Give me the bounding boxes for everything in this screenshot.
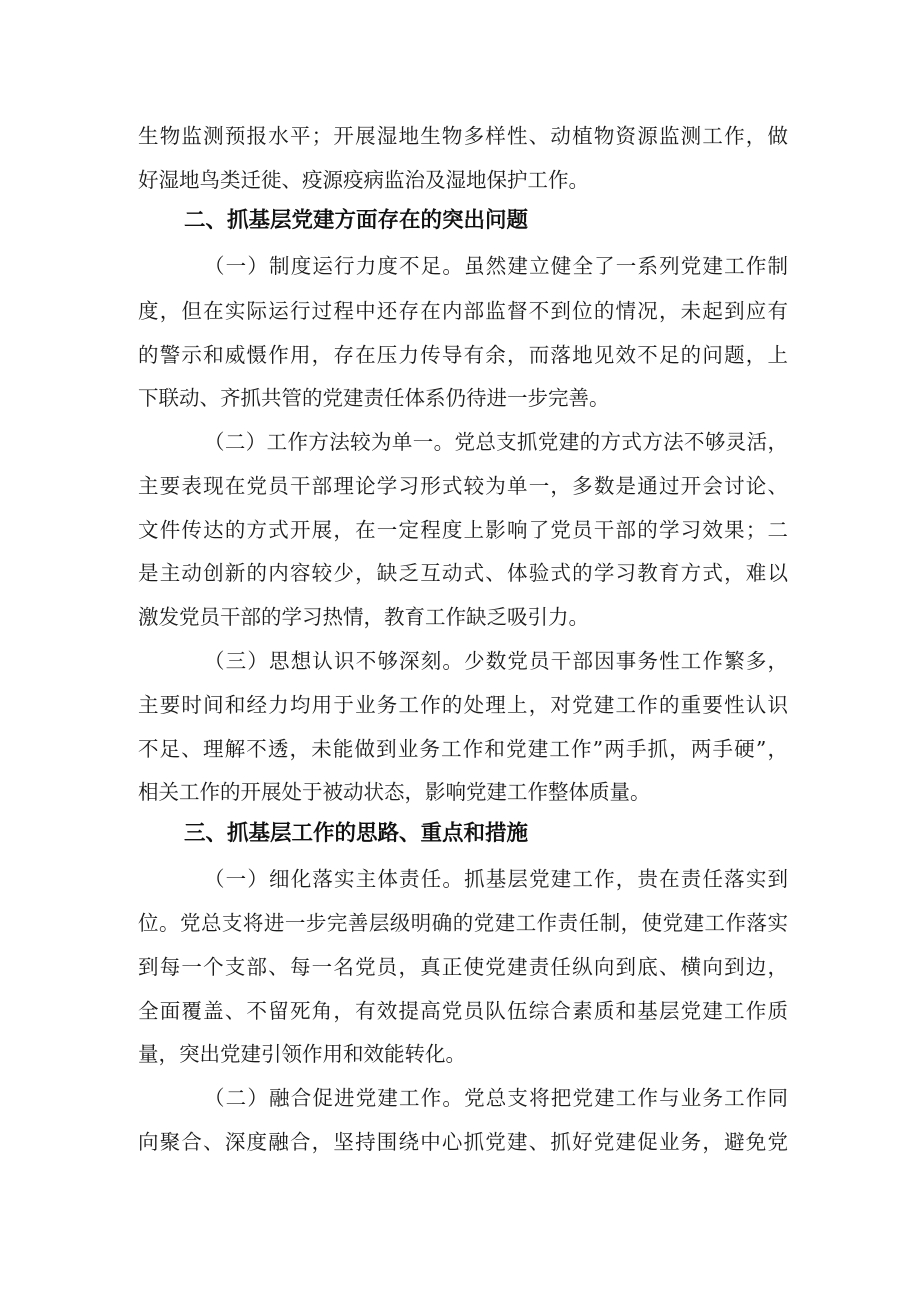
paragraph-line: 主要表现在党员干部理论学习形式较为单一，多数是通过开会讨论、	[138, 474, 788, 498]
paragraph-line: 文件传达的方式开展，在一定程度上影响了党员干部的学习效果；二	[138, 518, 788, 542]
paragraph-line: （一）细化落实主体责任。抓基层党建工作，贵在责任落实到	[204, 867, 788, 891]
paragraph-line: 的警示和威慑作用，存在压力传导有余，而落地见效不足的问题，上	[138, 343, 788, 367]
paragraph-line: 度，但在实际运行过程中还存在内部监督不到位的情况，未起到应有	[138, 299, 788, 323]
paragraph-line: 相关工作的开展处于被动状态，影响党建工作整体质量。	[138, 780, 651, 804]
paragraph-line: 是主动创新的内容较少，缺乏互动式、体验式的学习教育方式，难以	[138, 561, 788, 585]
paragraph-line: 到每一个支部、每一名党员，真正使党建责任纵向到底、横向到边，	[138, 955, 788, 979]
paragraph-line: （一）制度运行力度不足。虽然建立健全了一系列党建工作制	[204, 254, 788, 278]
paragraph-line: （三）思想认识不够深刻。少数党员干部因事务性工作繁多，	[204, 649, 788, 673]
paragraph-line: 位。党总支将进一步完善层级明确的党建工作责任制，使党建工作落实	[138, 911, 788, 935]
paragraph-line: 好湿地鸟类迁徙、疫源疫病监治及湿地保护工作。	[138, 168, 589, 192]
paragraph-line: （二）融合促进党建工作。党总支将把党建工作与业务工作同	[204, 1086, 788, 1110]
paragraph-line: 下联动、齐抓共管的党建责任体系仍待进一步完善。	[138, 386, 610, 410]
paragraph-line: 激发党员干部的学习热情，教育工作缺乏吸引力。	[138, 605, 589, 629]
paragraph-line: 生物监测预报水平；开展湿地生物多样性、动植物资源监测工作，做	[138, 124, 788, 148]
paragraph-line: （二）工作方法较为单一。党总支抓党建的方式方法不够灵活，	[204, 430, 788, 454]
paragraph-line: 向聚合、深度融合，坚持围绕中心抓党建、抓好党建促业务，避免党	[138, 1130, 788, 1154]
section-heading-2: 二、抓基层党建方面存在的突出问题	[184, 208, 529, 233]
paragraph-line: 量，突出党建引领作用和效能转化。	[138, 1042, 466, 1066]
section-heading-3: 三、抓基层工作的思路、重点和措施	[184, 821, 529, 846]
paragraph-line: 全面覆盖、不留死角，有效提高党员队伍综合素质和基层党建工作质	[138, 999, 788, 1023]
paragraph-line: 主要时间和经力均用于业务工作的处理上，对党建工作的重要性认识	[138, 693, 788, 717]
paragraph-line: 不足、理解不透，未能做到业务工作和党建工作”两手抓，两手硬”，	[138, 737, 788, 761]
